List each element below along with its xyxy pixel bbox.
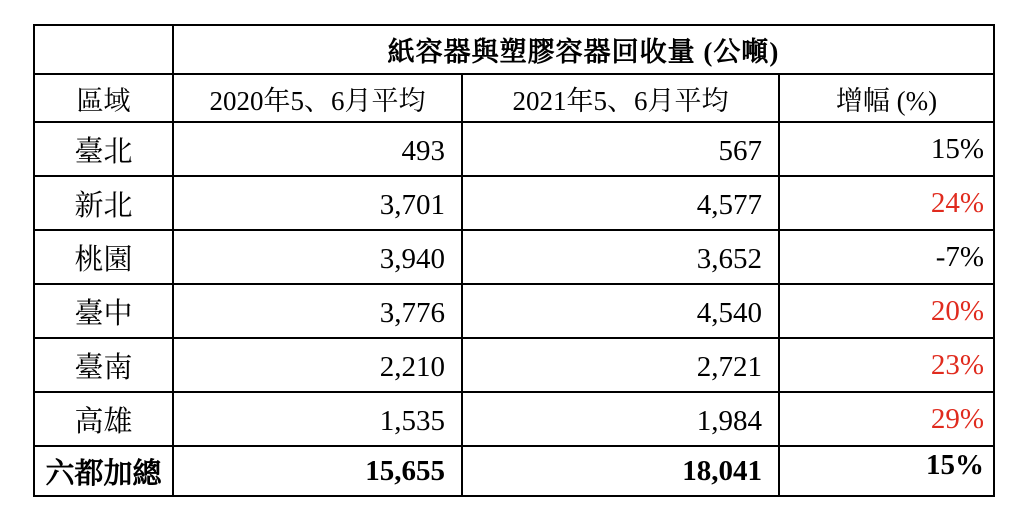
region-cell: 新北 — [34, 176, 173, 230]
value-2021-cell: 1,984 — [462, 392, 779, 446]
total-value-2020-cell: 15,655 — [173, 446, 462, 496]
region-cell: 桃園 — [34, 230, 173, 284]
growth-cell: 15% — [779, 122, 994, 176]
total-label-cell: 六都加總 — [34, 446, 173, 496]
growth-cell: -7% — [779, 230, 994, 284]
region-cell: 臺北 — [34, 122, 173, 176]
value-2020-cell: 1,535 — [173, 392, 462, 446]
table-row-taoyuan — [34, 230, 994, 284]
value-2021-cell: 2,721 — [462, 338, 779, 392]
table-row-tainan — [34, 338, 994, 392]
growth-cell: 24% — [779, 176, 994, 230]
value-2021-cell: 3,652 — [462, 230, 779, 284]
value-2021-cell: 567 — [462, 122, 779, 176]
header-growth-percent: 增幅 (%) — [779, 74, 994, 122]
value-2020-cell: 493 — [173, 122, 462, 176]
region-cell: 臺南 — [34, 338, 173, 392]
value-2020-cell: 2,210 — [173, 338, 462, 392]
table-row-total — [34, 446, 994, 496]
table-title: 紙容器與塑膠容器回收量 (公噸) — [173, 25, 994, 74]
total-growth-cell: 15% — [779, 446, 994, 496]
total-value-2021-cell: 18,041 — [462, 446, 779, 496]
header-region: 區域 — [34, 74, 173, 122]
table-row-taichung — [34, 284, 994, 338]
table-row-taipei — [34, 122, 994, 176]
table-row-new-taipei — [34, 176, 994, 230]
recycling-table-container — [33, 24, 995, 497]
table-row-kaohsiung — [34, 392, 994, 446]
growth-cell: 20% — [779, 284, 994, 338]
value-2021-cell: 4,577 — [462, 176, 779, 230]
region-cell: 臺中 — [34, 284, 173, 338]
recycling-table — [33, 24, 995, 497]
value-2020-cell: 3,776 — [173, 284, 462, 338]
title-row — [34, 25, 994, 74]
growth-cell: 29% — [779, 392, 994, 446]
header-row — [34, 74, 994, 122]
corner-cell — [34, 25, 173, 74]
value-2020-cell: 3,940 — [173, 230, 462, 284]
value-2021-cell: 4,540 — [462, 284, 779, 338]
header-2020-average: 2020年5、6月平均 — [173, 74, 462, 122]
growth-cell: 23% — [779, 338, 994, 392]
value-2020-cell: 3,701 — [173, 176, 462, 230]
header-2021-average: 2021年5、6月平均 — [462, 74, 779, 122]
region-cell: 高雄 — [34, 392, 173, 446]
